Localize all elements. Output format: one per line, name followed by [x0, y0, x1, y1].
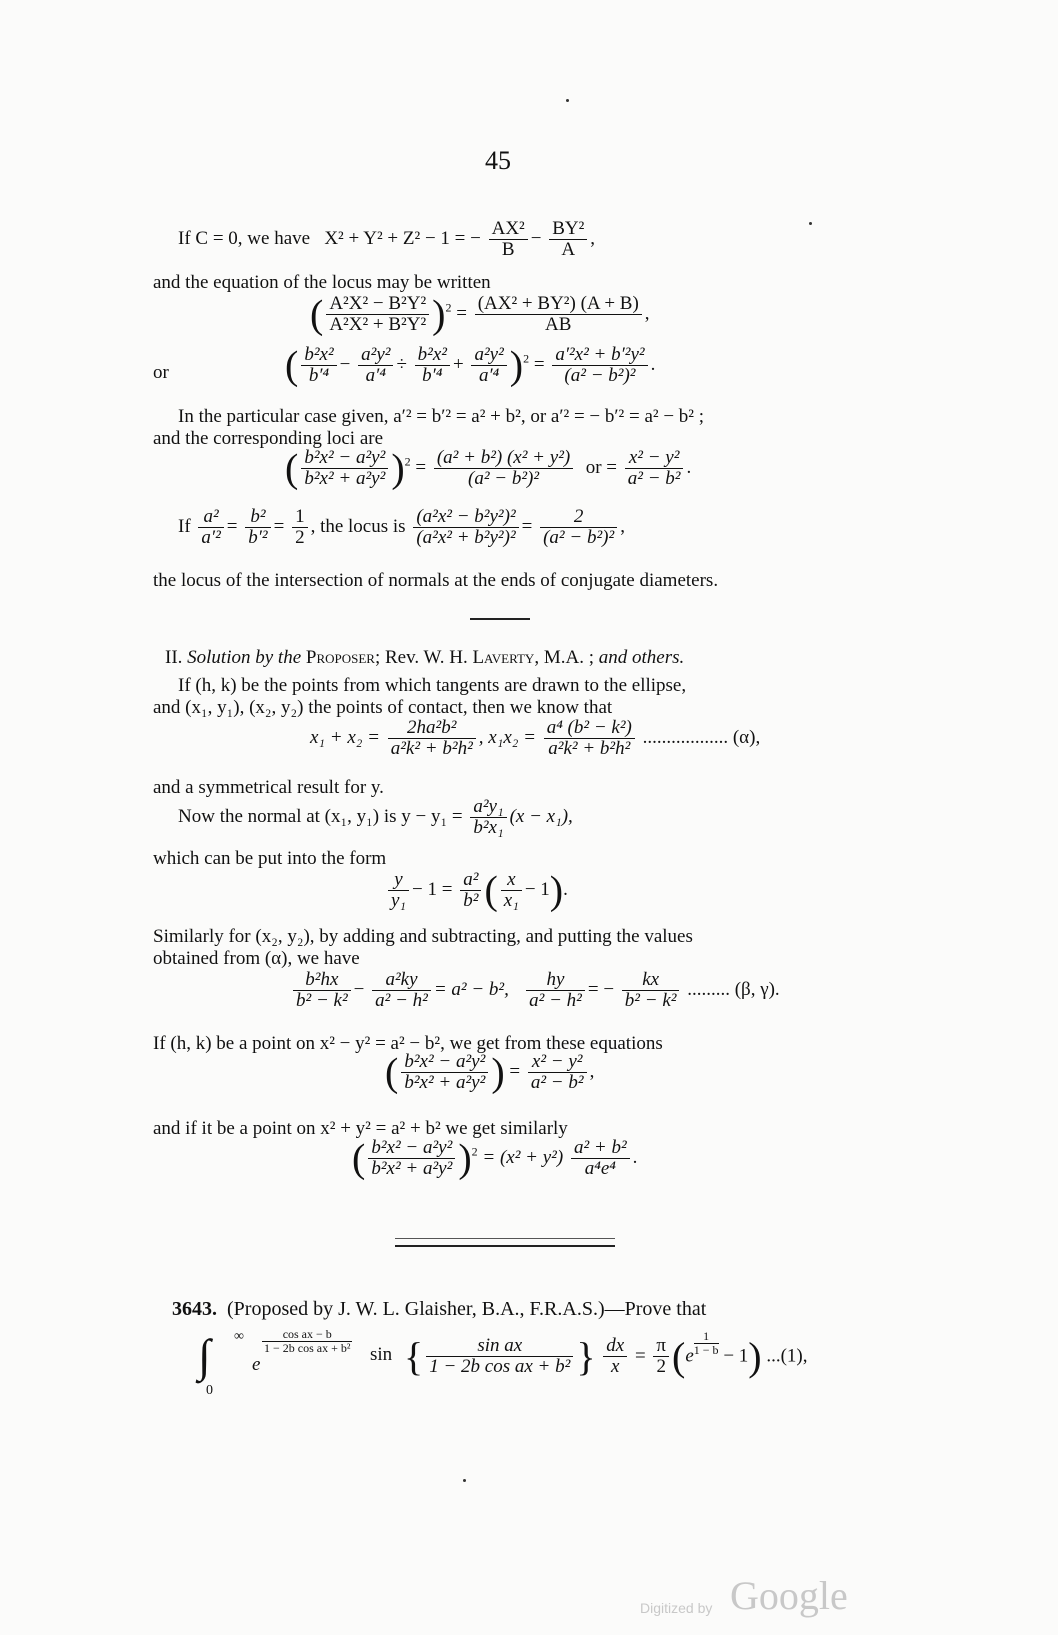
text-line: and if it be a point on x² + y² = a² + b² we get similarly: [153, 1118, 568, 1139]
equation-or: ( $\frac{\text{b²x²}}{\text{b′⁴}}$ − $\frac{\text{a²y²}}{\text{a′⁴}}$ ÷ $\frac{\text{b²x²}}{\text{b′⁴}}$ + $\frac{\text{a²y²}}{\text{a′⁴}}$ )$^2$ = $\frac{\text{a′²x² + b′²y²}}{\text{(a² − b²)²}}$ .: [285, 342, 656, 388]
equation-locus: ( $\frac{\text{A²X² − B²Y²}}{\text{A²X² + B²Y²}}$ )$^2$ = $\frac{\text{(AX² + BY²) (A + B)}}{AB}$ ,: [310, 291, 650, 337]
text-line: which can be put into the form: [153, 848, 387, 869]
problem-integral: ∫ ∞ 0 e cos ax − b 1 − 2b cos ax + b² sin { $\frac{\text{sin ax}}{\text{1 − 2b cos ax + b²}}$ } $\frac{dx}{x}$ = $\frac{\pi}{2}$ (e $\frac{1}{1 - b}$ − 1) ...(1),: [198, 1327, 808, 1398]
section-divider: [470, 618, 530, 620]
equation-hyperbola: ( $\frac{\text{b²x² − a²y²}}{\text{b²x² + a²y²}}$ ) = $\frac{\text{x² − y²}}{\text{a² − b²}}$ ,: [385, 1049, 595, 1095]
equation-beta-gamma: $\frac{\text{b²hx}}{\text{b² − k²}}$ − $\frac{\text{a²ky}}{\text{a² − h²}}$ = a² − b², $\frac{hy}{\text{a² − h²}}$ = − $\frac{kx}{\text{b² − k²}}$ ......... (β, γ).: [290, 970, 780, 1011]
text-line: the locus of the intersection of normals at the ends of conjugate diameters.: [153, 570, 719, 591]
text-line: In the particular case given, a′² = b′² = a² + b², or a′² = − b′² = a² − b² ;: [178, 406, 705, 427]
equation-if-ratio: If $\frac{\text{a²}}{\text{a′²}}$ = $\frac{\text{b²}}{\text{b′²}}$ = $\frac{1}{2}$ , the locus is $\frac{\text{(a²x² − b²y²)²}}{\text{(a²x² + b²y²)²}}$ = $\frac{2}{\text{(a² − b²)²}}$ ,: [178, 506, 625, 548]
google-logo: Google: [730, 1573, 848, 1618]
digitized-label: Digitized by: [640, 1600, 713, 1616]
text-line: obtained from (α), we have: [153, 948, 360, 969]
speck: [463, 1479, 466, 1482]
equation-loci: ( $\frac{\text{b²x² − a²y²}}{\text{b²x² + a²y²}}$ )$^2$ = $\frac{\text{(a² + b²) (x² + y²)}}{\text{(a² − b²)²}}$ or = $\frac{\text{x² − y²}}{\text{a² − b²}}$ .: [285, 445, 692, 491]
equation-form: $\frac{y}{\text{y₁}}$ − 1 = $\frac{\text{a²}}{\text{b²}}$ ( $\frac{x}{\text{x₁}}$ − 1).: [385, 870, 568, 911]
or-label: or: [153, 362, 169, 383]
speck: [566, 99, 569, 102]
text-line: and the equation of the locus may be written: [153, 272, 491, 293]
equation-alpha: x₁ + x₂ = $\frac{\text{2ha²b²}}{\text{a²k² + b²h²}}$ , x₁x₂ = $\frac{\text{a⁴ (b² − k²)}}{\text{a²k² + b²h²}}$ .................. (α),: [310, 717, 761, 759]
problem-statement: 3643. (Proposed by J. W. L. Glaisher, B.A., F.R.A.S.)—Prove that: [172, 1298, 707, 1320]
section-divider-bottom: [395, 1245, 615, 1247]
section-divider-top: [395, 1238, 615, 1239]
solution-heading: II. Solution by the Proposer; Rev. W. H. Laverty, M.A. ; and others.: [165, 647, 685, 668]
text-line: If (h, k) be a point on x² − y² = a² − b², we get from these equations: [153, 1033, 663, 1054]
text-line: and the corresponding loci are: [153, 428, 384, 449]
speck: [809, 222, 812, 225]
equation-circle: ( $\frac{\text{b²x² − a²y²}}{\text{b²x² + a²y²}}$ )$^2$ = (x² + y²) $\frac{\text{a² + b²}}{\text{a⁴e⁴}}$ .: [352, 1135, 638, 1181]
line-if-c0: If C = 0, we have X² + Y² + Z² − 1 = − $\frac{\text{AX²}}{B}$ − $\frac{\text{BY²}}{A}$ ,: [178, 218, 596, 260]
page-number: 45: [485, 146, 511, 175]
text-line: and a symmetrical result for y.: [153, 777, 384, 798]
text-line: and (x₁, y₁), (x₂, y₂) the points of contact, then we know that: [153, 697, 613, 718]
text-line: If (h, k) be the points from which tangents are drawn to the ellipse,: [178, 675, 687, 696]
text-line: Similarly for (x₂, y₂), by adding and subtracting, and putting the values: [153, 926, 693, 947]
normal-line: Now the normal at (x₁, y₁) is y − y₁ = $\frac{\text{a²y₁}}{\text{b²x₁}}$ (x − x₁),: [178, 796, 573, 838]
